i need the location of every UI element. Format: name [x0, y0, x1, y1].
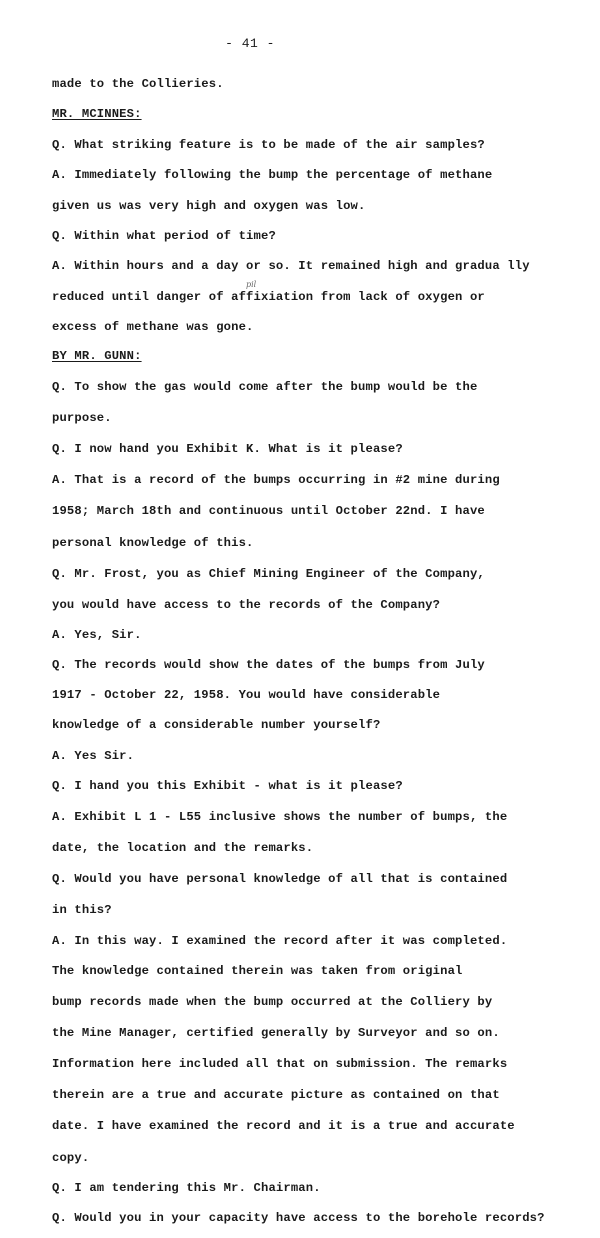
text-line: A. Yes, Sir. [52, 628, 142, 642]
text-line: the Mine Manager, certified generally by Surveyor and so on. [52, 1026, 500, 1040]
text-line: Q. Within what period of time? [52, 229, 276, 243]
text-line: Q. Mr. Frost, you as Chief Mining Engineer of the Company, [52, 567, 485, 581]
text-line: bump records made when the bump occurred at the Colliery by [52, 995, 493, 1009]
text-line: date, the location and the remarks. [52, 841, 314, 855]
speaker-heading-gunn: BY MR. GUNN: [52, 349, 142, 363]
text-line: in this? [52, 903, 112, 917]
text-line: 1958; March 18th and continuous until October 22nd. I have [52, 504, 485, 518]
text-line: knowledge of a considerable number yourself? [52, 718, 381, 732]
text-line: The knowledge contained therein was taken from original [52, 964, 463, 978]
text-line: Q. Would you in your capacity have access to the borehole records? [52, 1211, 545, 1225]
text-line: Q. To show the gas would come after the bump would be the [52, 380, 478, 394]
text-line: A. Exhibit L 1 - L55 inclusive shows the number of bumps, the [52, 810, 508, 824]
text-line: you would have access to the records of the Company? [52, 598, 441, 612]
text-line: reduced until danger of affixiation from lack of oxygen or [52, 290, 485, 304]
text-line: purpose. [52, 411, 112, 425]
text-line: therein are a true and accurate picture as contained on that [52, 1088, 500, 1102]
text-line: Q. I now hand you Exhibit K. What is it please? [52, 442, 403, 456]
text-line: Information here included all that on submission. The remarks [52, 1057, 508, 1071]
text-line: A. That is a record of the bumps occurring in #2 mine during [52, 473, 500, 487]
text-line: given us was very high and oxygen was low. [52, 199, 366, 213]
text-line: Q. Would you have personal knowledge of all that is contained [52, 872, 508, 886]
text-line: A. Immediately following the bump the percentage of methane [52, 168, 493, 182]
speaker-heading-mcinnes: MR. MCINNES: [52, 107, 142, 121]
text-line: copy. [52, 1151, 90, 1165]
text-line: Q. The records would show the dates of the bumps from July [52, 658, 485, 672]
text-line: excess of methane was gone. [52, 320, 254, 334]
handwritten-annotation: pil [246, 280, 257, 289]
text-line: 1917 - October 22, 1958. You would have considerable [52, 688, 441, 702]
text-line: Q. I am tendering this Mr. Chairman. [52, 1181, 321, 1195]
text-line: A. Within hours and a day or so. It remained high and gradua lly [52, 259, 530, 273]
text-line: A. Yes Sir. [52, 749, 135, 763]
text-line: Q. I hand you this Exhibit - what is it please? [52, 779, 403, 793]
text-line: made to the Collieries. [52, 77, 224, 91]
text-line: Q. What striking feature is to be made of the air samples? [52, 138, 485, 152]
text-line: A. In this way. I examined the record after it was completed. [52, 934, 508, 948]
page-number: - 41 - [225, 36, 275, 51]
text-line: date. I have examined the record and it is a true and accurate [52, 1119, 515, 1133]
text-line: personal knowledge of this. [52, 536, 254, 550]
